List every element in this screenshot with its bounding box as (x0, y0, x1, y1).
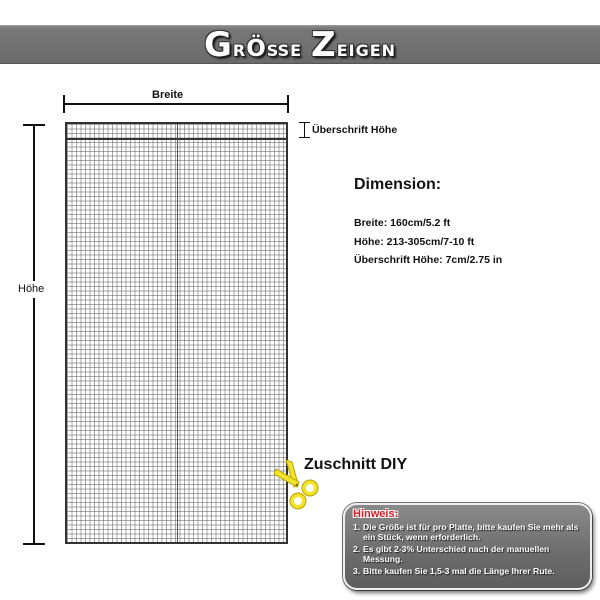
banner-title (204, 25, 396, 65)
banner-title-word-2: eigen (336, 35, 397, 62)
note-box (343, 503, 592, 590)
header-height-cap-bottom (299, 137, 310, 138)
header-height-cap-top (299, 122, 310, 123)
width-line-cap-right (287, 95, 289, 113)
curtain-panel (65, 122, 288, 544)
note-item-text: Es gibt 2-3% Unterschied nach der manuellen Messung. (363, 544, 550, 564)
note-item-text: Bitte kaufen Sie 1,5-3 mal die Länge Ihrer Rute. (363, 566, 555, 576)
width-line (64, 103, 289, 105)
panel-center-seam (177, 124, 178, 542)
note-item (353, 566, 582, 576)
height-line-cap-bottom (23, 543, 45, 545)
dimension-height: Höhe: 213-305cm/7-10 ft (354, 236, 475, 248)
header-height-line (304, 123, 305, 137)
banner-title-initial-2: Z (311, 24, 337, 65)
diy-cut-label: Zuschnitt DIY (304, 456, 408, 473)
height-label: Höhe (18, 283, 45, 295)
note-item (353, 522, 582, 542)
height-line-lower (33, 298, 35, 544)
note-item-number: 1. (353, 522, 361, 532)
dimension-header-height: Überschrift Höhe: 7cm/2.75 in (354, 254, 503, 266)
note-title: Hinweis: (353, 508, 399, 520)
width-line-cap-left (63, 95, 65, 113)
note-item (353, 544, 582, 564)
title-banner (0, 25, 600, 64)
note-item-text: Die Größe ist für pro Platte, bitte kaufen Sie mehr als ein Stück, wenn erforderlich. (363, 522, 579, 542)
banner-title-word-1: rÖße (232, 35, 312, 62)
dimension-width: Breite: 160cm/5.2 ft (354, 217, 451, 229)
dimension-title: Dimension: (354, 176, 442, 193)
height-line-upper (33, 125, 35, 281)
note-item-number: 2. (353, 544, 361, 554)
header-height-label: Überschrift Höhe (312, 124, 398, 136)
note-item-number: 3. (353, 566, 361, 576)
height-line-cap-top (23, 124, 45, 126)
banner-title-initial-1: G (203, 24, 233, 65)
width-label: Breite (152, 89, 184, 101)
